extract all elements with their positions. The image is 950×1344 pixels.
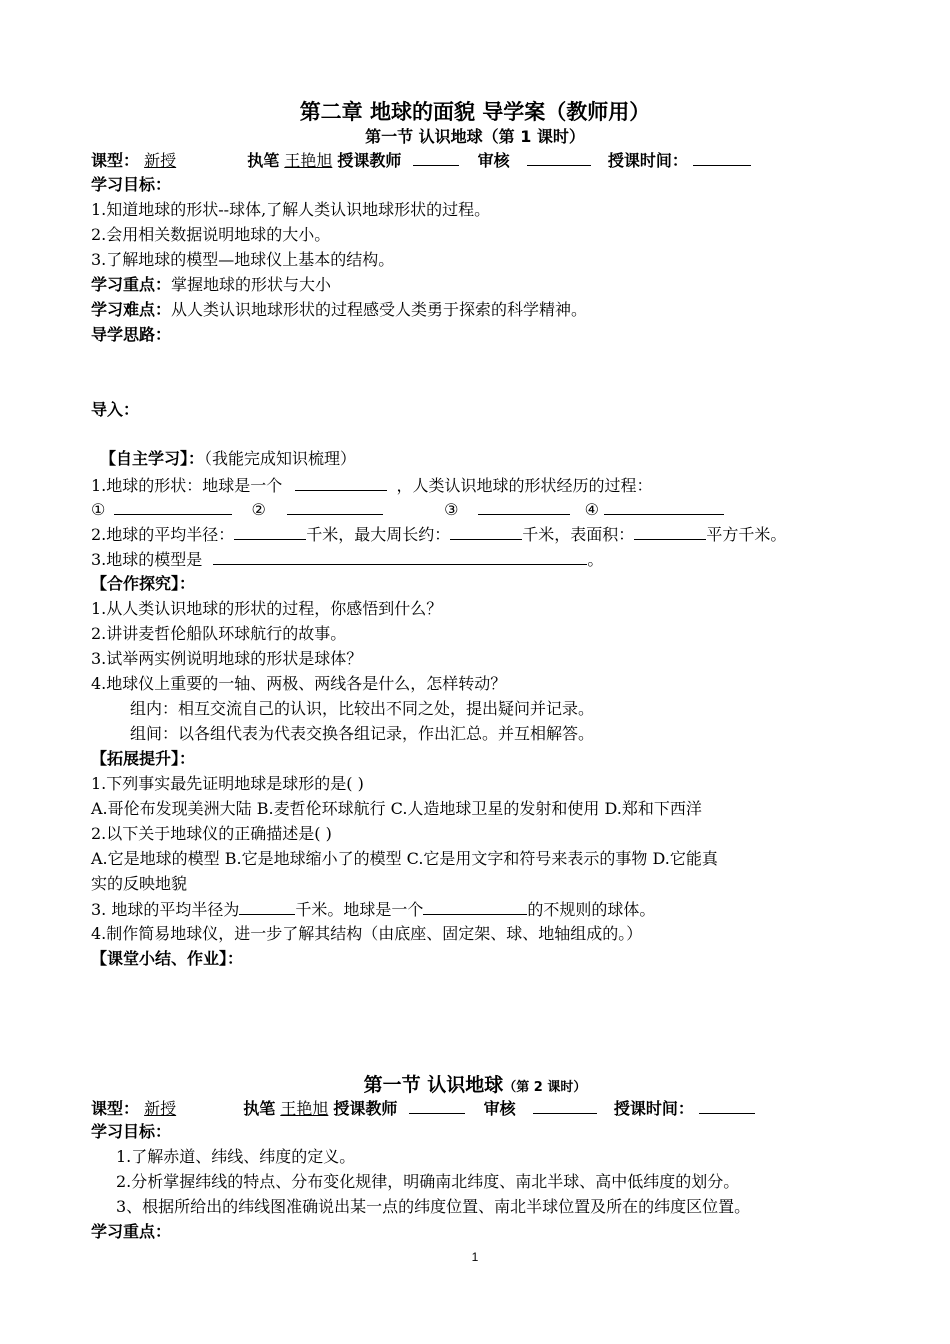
model-blank[interactable]: [213, 548, 587, 565]
coop-item: 2.讲讲麦哲伦船队环球航行的故事。: [91, 624, 347, 643]
radius-blank[interactable]: [239, 898, 295, 915]
area-blank[interactable]: [634, 523, 706, 540]
circumference-blank[interactable]: [450, 523, 522, 540]
ext-options-2a: A.它是地球的模型 B.它是地球缩小了的模型 C.它是用文字和符号来表示的事物 D.它能真: [91, 849, 718, 868]
self-study-q1: 1.地球的形状：地球是一个 ，人类认识地球的形状经历的过程：: [91, 476, 653, 495]
intro-label: 导入：: [91, 400, 140, 419]
summary-heading: 【课堂小结、作业】：: [91, 949, 244, 968]
author-value: 王艳旭: [280, 1099, 329, 1118]
section-title-1: 第一节 认识地球（第 1 课时）: [365, 127, 585, 146]
ext-question-1: 1.下列事实最先证明地球是球形的是( ): [91, 774, 364, 793]
coop-between: 组间：以各组代表为代表交换各组记录，作出汇总。并互相解答。: [130, 724, 595, 743]
stage-blank[interactable]: [287, 498, 383, 515]
approach-label: 导学思路：: [91, 325, 172, 344]
self-study-q2: 2.地球的平均半径： 千米，最大周长约： 千米，表面积： 平方千米。: [91, 525, 787, 544]
goals-label: 学习目标：: [91, 175, 172, 194]
coop-item: 3.试举两实例说明地球的形状是球体？: [91, 649, 363, 668]
coop-item: 1.从人类认识地球的形状的过程，你感悟到什么？: [91, 599, 443, 618]
review-blank[interactable]: [527, 149, 591, 166]
time-blank[interactable]: [699, 1097, 755, 1114]
goal-item: 3.了解地球的模型—地球仪上基本的结构。: [91, 250, 395, 269]
teacher-blank[interactable]: [413, 149, 459, 166]
author-value: 王艳旭: [284, 151, 333, 170]
time-blank[interactable]: [693, 149, 751, 166]
ext-question-3: 3. 地球的平均半径为 千米。地球是一个 的不规则的球体。: [91, 900, 656, 919]
stage-blank[interactable]: [114, 498, 232, 515]
teacher-blank[interactable]: [409, 1097, 465, 1114]
review-blank[interactable]: [533, 1097, 597, 1114]
coop-item: 4.地球仪上重要的一轴、两极、两线各是什么，怎样转动？: [91, 674, 507, 693]
stage-blank[interactable]: [478, 498, 570, 515]
difficulty-row: 学习难点：从人类认识地球形状的过程感受人类勇于探索的科学精神。: [91, 300, 588, 319]
coop-inner: 组内：相互交流自己的认识，比较出不同之处，提出疑问并记录。: [130, 699, 595, 718]
course-type-value: 新授: [144, 1099, 177, 1118]
goal-item: 2.会用相关数据说明地球的大小。: [91, 225, 331, 244]
self-study-stages: ① ② ③ ④: [91, 498, 890, 521]
shape-blank[interactable]: [423, 898, 527, 915]
goal2-item: 2.分析掌握纬线的特点、分布变化规律，明确南北纬度、南北半球、高中低纬度的划分。: [116, 1172, 740, 1191]
course-type-value: 新授: [144, 151, 177, 170]
self-study-q3: 3.地球的模型是 。: [91, 550, 604, 569]
meta-row-2: 课型： 新授 执笔 王艳旭 授课教师 审核 授课时间：: [91, 1097, 890, 1120]
goal2-item: 1.了解赤道、纬线、纬度的定义。: [116, 1147, 356, 1166]
meta-row-1: 课型： 新授 执笔 王艳旭 授课教师 审核 授课时间：: [91, 149, 890, 172]
ext-options-2b: 实的反映地貌: [91, 874, 188, 893]
shape-blank[interactable]: [295, 474, 387, 491]
ext-question-4: 4.制作简易地球仪，进一步了解其结构（由底座、固定架、球、地轴组成的。）: [91, 924, 643, 943]
goals2-label: 学习目标：: [91, 1122, 172, 1141]
ext-options-1: A.哥伦布发现美洲大陆 B.麦哲伦环球航行 C.人造地球卫星的发射和使用 D.郑和下西洋: [91, 799, 702, 818]
goal2-item: 3、根据所给出的纬线图准确说出某一点的纬度位置、南北半球位置及所在的纬度区位置。: [116, 1197, 751, 1216]
key-point-row: 学习重点：掌握地球的形状与大小: [91, 275, 332, 294]
doc-title: 第二章 地球的面貌 导学案（教师用）: [299, 100, 651, 124]
page-number: 1: [471, 1250, 479, 1264]
goal-item: 1.知道地球的形状--球体,了解人类认识地球形状的过程。: [91, 200, 491, 219]
coop-heading: 【合作探究】：: [91, 574, 196, 593]
radius-blank[interactable]: [234, 523, 306, 540]
self-study-heading: 【自主学习】：（我能完成知识梳理）: [100, 449, 357, 468]
key2-label: 学习重点：: [91, 1222, 172, 1241]
section-title-2: 第一节 认识地球（第 2 课时）: [363, 1074, 587, 1096]
stage-blank[interactable]: [604, 498, 724, 515]
ext-question-2: 2.以下关于地球仪的正确描述是( ): [91, 824, 332, 843]
extend-heading: 【拓展提升】：: [91, 749, 196, 768]
